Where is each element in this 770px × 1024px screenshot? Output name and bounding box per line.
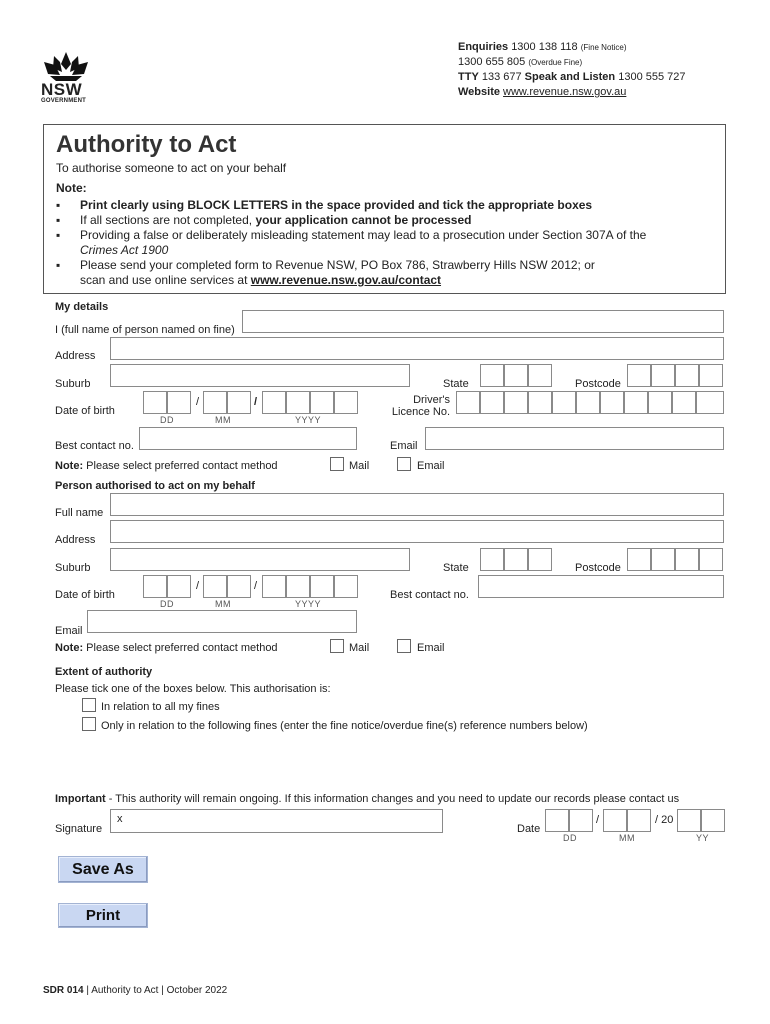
contact-label: Best contact no. — [390, 589, 469, 601]
auth-dob-day-box[interactable] — [167, 575, 191, 598]
note-item: ▪ If all sections are not completed, your application cannot be processed — [56, 213, 472, 227]
specific-fines-label: Only in relation to the following fines (enter the fine notice/overdue fine(s) reference numbers below) — [101, 720, 588, 732]
auth-address-field[interactable] — [110, 520, 724, 543]
auth-dob-year-box[interactable] — [262, 575, 286, 598]
dd-hint: DD — [160, 415, 174, 425]
mm-hint: MM — [215, 599, 231, 609]
tty-number: 133 677 — [481, 71, 522, 83]
licence-box[interactable] — [672, 391, 696, 414]
my-email-checkbox[interactable] — [397, 457, 411, 471]
date-slash: / — [196, 580, 200, 592]
note-text: Print clearly using BLOCK LETTERS in the space provided and tick the appropriate boxes — [80, 198, 593, 212]
auth-email-checkbox[interactable] — [397, 639, 411, 653]
auth-postcode-box[interactable] — [627, 548, 651, 571]
auth-suburb-field[interactable] — [110, 548, 410, 571]
sign-month-box[interactable] — [603, 809, 627, 832]
date-slash: / — [254, 580, 258, 592]
contact-method-note — [55, 460, 278, 472]
auth-state-box[interactable] — [528, 548, 552, 571]
enquiries-label: Enquiries — [458, 41, 509, 53]
sign-day-box[interactable] — [569, 809, 593, 832]
my-dob-day-box[interactable] — [167, 391, 191, 414]
overdue-phone: 1300 655 805 — [458, 56, 526, 68]
extent-instruction: Please tick one of the boxes below. This authorisation is: — [55, 683, 331, 695]
website-label: Website — [458, 86, 500, 98]
nsw-logo — [40, 50, 94, 106]
suburb-label: Suburb — [55, 562, 91, 574]
my-dob-year-box[interactable] — [262, 391, 286, 414]
note-label: Note: — [55, 642, 84, 654]
auth-postcode-box[interactable] — [675, 548, 699, 571]
logo-sub: GOVERNMENT — [41, 98, 87, 104]
all-fines-label: In relation to all my fines — [101, 701, 220, 713]
my-dob-month-box[interactable] — [227, 391, 251, 414]
full-name-label: I (full name of person named on fine) — [55, 324, 235, 336]
tty-label: TTY — [458, 71, 479, 83]
my-state-box[interactable] — [480, 364, 504, 387]
note-text: If all sections are not completed, — [80, 213, 256, 227]
dd-hint: DD — [160, 599, 174, 609]
yy-hint: YY — [696, 833, 710, 843]
licence-box[interactable] — [528, 391, 552, 414]
contact-label: Best contact no. — [55, 440, 134, 452]
date-slash: / — [596, 814, 600, 826]
my-state-box[interactable] — [528, 364, 552, 387]
auth-email-field[interactable] — [87, 610, 357, 633]
note-item: ▪ Please send your completed form to Revenue NSW, PO Box 786, Strawberry Hills NSW 2012; or scan and use online services at www.revenue.nsw.gov.au/contact — [56, 258, 595, 287]
note-text: Please select preferred contact method — [83, 460, 278, 472]
signature-x: x — [117, 813, 123, 825]
auth-state-box[interactable] — [480, 548, 504, 571]
auth-dob-year-box[interactable] — [334, 575, 358, 598]
contact-link[interactable]: www.revenue.nsw.gov.au/contact — [250, 273, 442, 287]
waratah-icon — [40, 50, 92, 82]
my-state-box[interactable] — [504, 364, 528, 387]
email-label: Email — [55, 625, 83, 637]
footer-separator: | — [86, 985, 89, 996]
postcode-label: Postcode — [575, 378, 621, 390]
postcode-label: Postcode — [575, 562, 621, 574]
my-postcode-box[interactable] — [675, 364, 699, 387]
sign-year-box[interactable] — [701, 809, 725, 832]
mail-option-label: Mail — [349, 642, 370, 654]
page-subtitle: To authorise someone to act on your behalf — [56, 161, 287, 175]
address-label: Address — [55, 534, 96, 546]
email-label: Email — [390, 440, 418, 452]
all-fines-checkbox[interactable] — [82, 698, 96, 712]
licence-box[interactable] — [504, 391, 528, 414]
intro-box — [43, 124, 726, 294]
sign-day-box[interactable] — [545, 809, 569, 832]
note-item: ▪ Providing a false or deliberately misleading statement may lead to a prosecution under Section 307A of the Crimes Act 1900 — [56, 228, 647, 257]
my-postcode-box[interactable] — [651, 364, 675, 387]
mm-hint: MM — [215, 415, 231, 425]
licence-box[interactable] — [552, 391, 576, 414]
my-details-heading: My details — [55, 301, 109, 313]
footer-separator: | — [161, 985, 164, 996]
footer-title: Authority to Act — [91, 985, 159, 996]
licence-label-line: Driver's — [413, 394, 450, 406]
footer — [43, 985, 227, 996]
dob-label: Date of birth — [55, 405, 115, 417]
signature-label: Signature — [55, 823, 103, 835]
auth-postcode-box[interactable] — [651, 548, 675, 571]
note-item: ▪ Print clearly using BLOCK LETTERS in the space provided and tick the appropriate boxes — [56, 198, 593, 212]
state-label: State — [443, 378, 469, 390]
licence-box[interactable] — [480, 391, 504, 414]
state-label: State — [443, 562, 469, 574]
address-label: Address — [55, 350, 96, 362]
sign-year-box[interactable] — [677, 809, 701, 832]
page-title: Authority to Act — [56, 131, 237, 158]
note-text: scan and use online services at — [80, 273, 251, 287]
speak-label: Speak and Listen — [524, 71, 616, 83]
note-text: Please select preferred contact method — [83, 642, 278, 654]
auth-mail-checkbox[interactable] — [330, 639, 344, 653]
date-slash: / — [254, 396, 258, 408]
year-prefix: / 20 — [655, 814, 674, 826]
auth-full-name-field[interactable] — [110, 493, 724, 516]
my-dob-month-box[interactable] — [203, 391, 227, 414]
auth-postcode-box[interactable] — [699, 548, 723, 571]
enquiries-note: (Fine Notice) — [580, 43, 627, 52]
contact-method-note — [55, 642, 278, 654]
note-emphasis: your application cannot be processed — [255, 213, 472, 227]
print-button[interactable]: Print — [58, 903, 148, 928]
note-label: Note: — [55, 460, 84, 472]
my-mail-checkbox[interactable] — [330, 457, 344, 471]
my-email-field[interactable] — [425, 427, 724, 450]
note-act: Crimes Act 1900 — [80, 243, 169, 257]
licence-label — [388, 394, 450, 418]
licence-box[interactable] — [576, 391, 600, 414]
my-contact-field[interactable] — [139, 427, 357, 450]
note-text: Please send your completed form to Revenue NSW, PO Box 786, Strawberry Hills NSW 2012; or — [80, 258, 595, 272]
overdue-note: (Overdue Fine) — [528, 58, 583, 67]
website-link[interactable]: www.revenue.nsw.gov.au — [503, 86, 627, 98]
date-slash: / — [196, 396, 200, 408]
auth-dob-year-box[interactable] — [310, 575, 334, 598]
licence-label-line: Licence No. — [391, 406, 450, 418]
signature-field[interactable] — [110, 809, 443, 833]
auth-dob-year-box[interactable] — [286, 575, 310, 598]
yyyy-hint: YYYY — [295, 415, 322, 425]
date-label: Date — [517, 823, 541, 835]
my-dob-year-box[interactable] — [286, 391, 310, 414]
my-postcode-box[interactable] — [627, 364, 651, 387]
auth-state-box[interactable] — [504, 548, 528, 571]
my-dob-year-box[interactable] — [334, 391, 358, 414]
licence-box[interactable] — [456, 391, 480, 414]
sign-month-box[interactable] — [627, 809, 651, 832]
my-suburb-field[interactable] — [110, 364, 410, 387]
my-dob-year-box[interactable] — [310, 391, 334, 414]
dd-hint: DD — [563, 833, 577, 843]
note-heading: Note: — [56, 181, 87, 195]
my-dob-day-box[interactable] — [143, 391, 167, 414]
form-code: SDR 014 — [43, 985, 84, 996]
auth-dob-day-box[interactable] — [143, 575, 167, 598]
speak-number: 1300 555 727 — [618, 71, 686, 83]
full-name-label: Full name — [55, 507, 104, 519]
dob-label: Date of birth — [55, 589, 115, 601]
specific-fines-checkbox[interactable] — [82, 717, 96, 731]
authorised-heading: Person authorised to act on my behalf — [55, 480, 255, 492]
important-label: Important — [55, 793, 106, 805]
auth-contact-field[interactable] — [478, 575, 724, 598]
my-full-name-field[interactable] — [242, 310, 724, 333]
mail-option-label: Mail — [349, 460, 370, 472]
enquiries-phone: 1300 138 118 — [511, 41, 578, 53]
auth-dob-month-box[interactable] — [203, 575, 227, 598]
yyyy-hint: YYYY — [295, 599, 322, 609]
email-option-label: Email — [417, 642, 445, 654]
note-text: Providing a false or deliberately misleading statement may lead to a prosecution under Section 307A of the — [80, 228, 647, 242]
my-address-field[interactable] — [110, 337, 724, 360]
licence-box[interactable] — [600, 391, 624, 414]
licence-box[interactable] — [696, 391, 724, 414]
my-postcode-box[interactable] — [699, 364, 723, 387]
save-as-button[interactable]: Save As — [58, 856, 148, 883]
footer-date: October 2022 — [166, 985, 228, 996]
extent-heading: Extent of authority — [55, 666, 153, 678]
email-option-label: Email — [417, 460, 445, 472]
important-text: - This authority will remain ongoing. If this information changes and you need to update our records please contact us — [105, 793, 680, 805]
note-list — [56, 198, 646, 288]
important-note — [55, 793, 679, 805]
contact-info — [458, 40, 686, 100]
auth-dob-month-box[interactable] — [227, 575, 251, 598]
mm-hint: MM — [619, 833, 635, 843]
licence-box[interactable] — [624, 391, 648, 414]
licence-box[interactable] — [648, 391, 672, 414]
logo-text: NSW — [41, 80, 83, 99]
suburb-label: Suburb — [55, 378, 91, 390]
